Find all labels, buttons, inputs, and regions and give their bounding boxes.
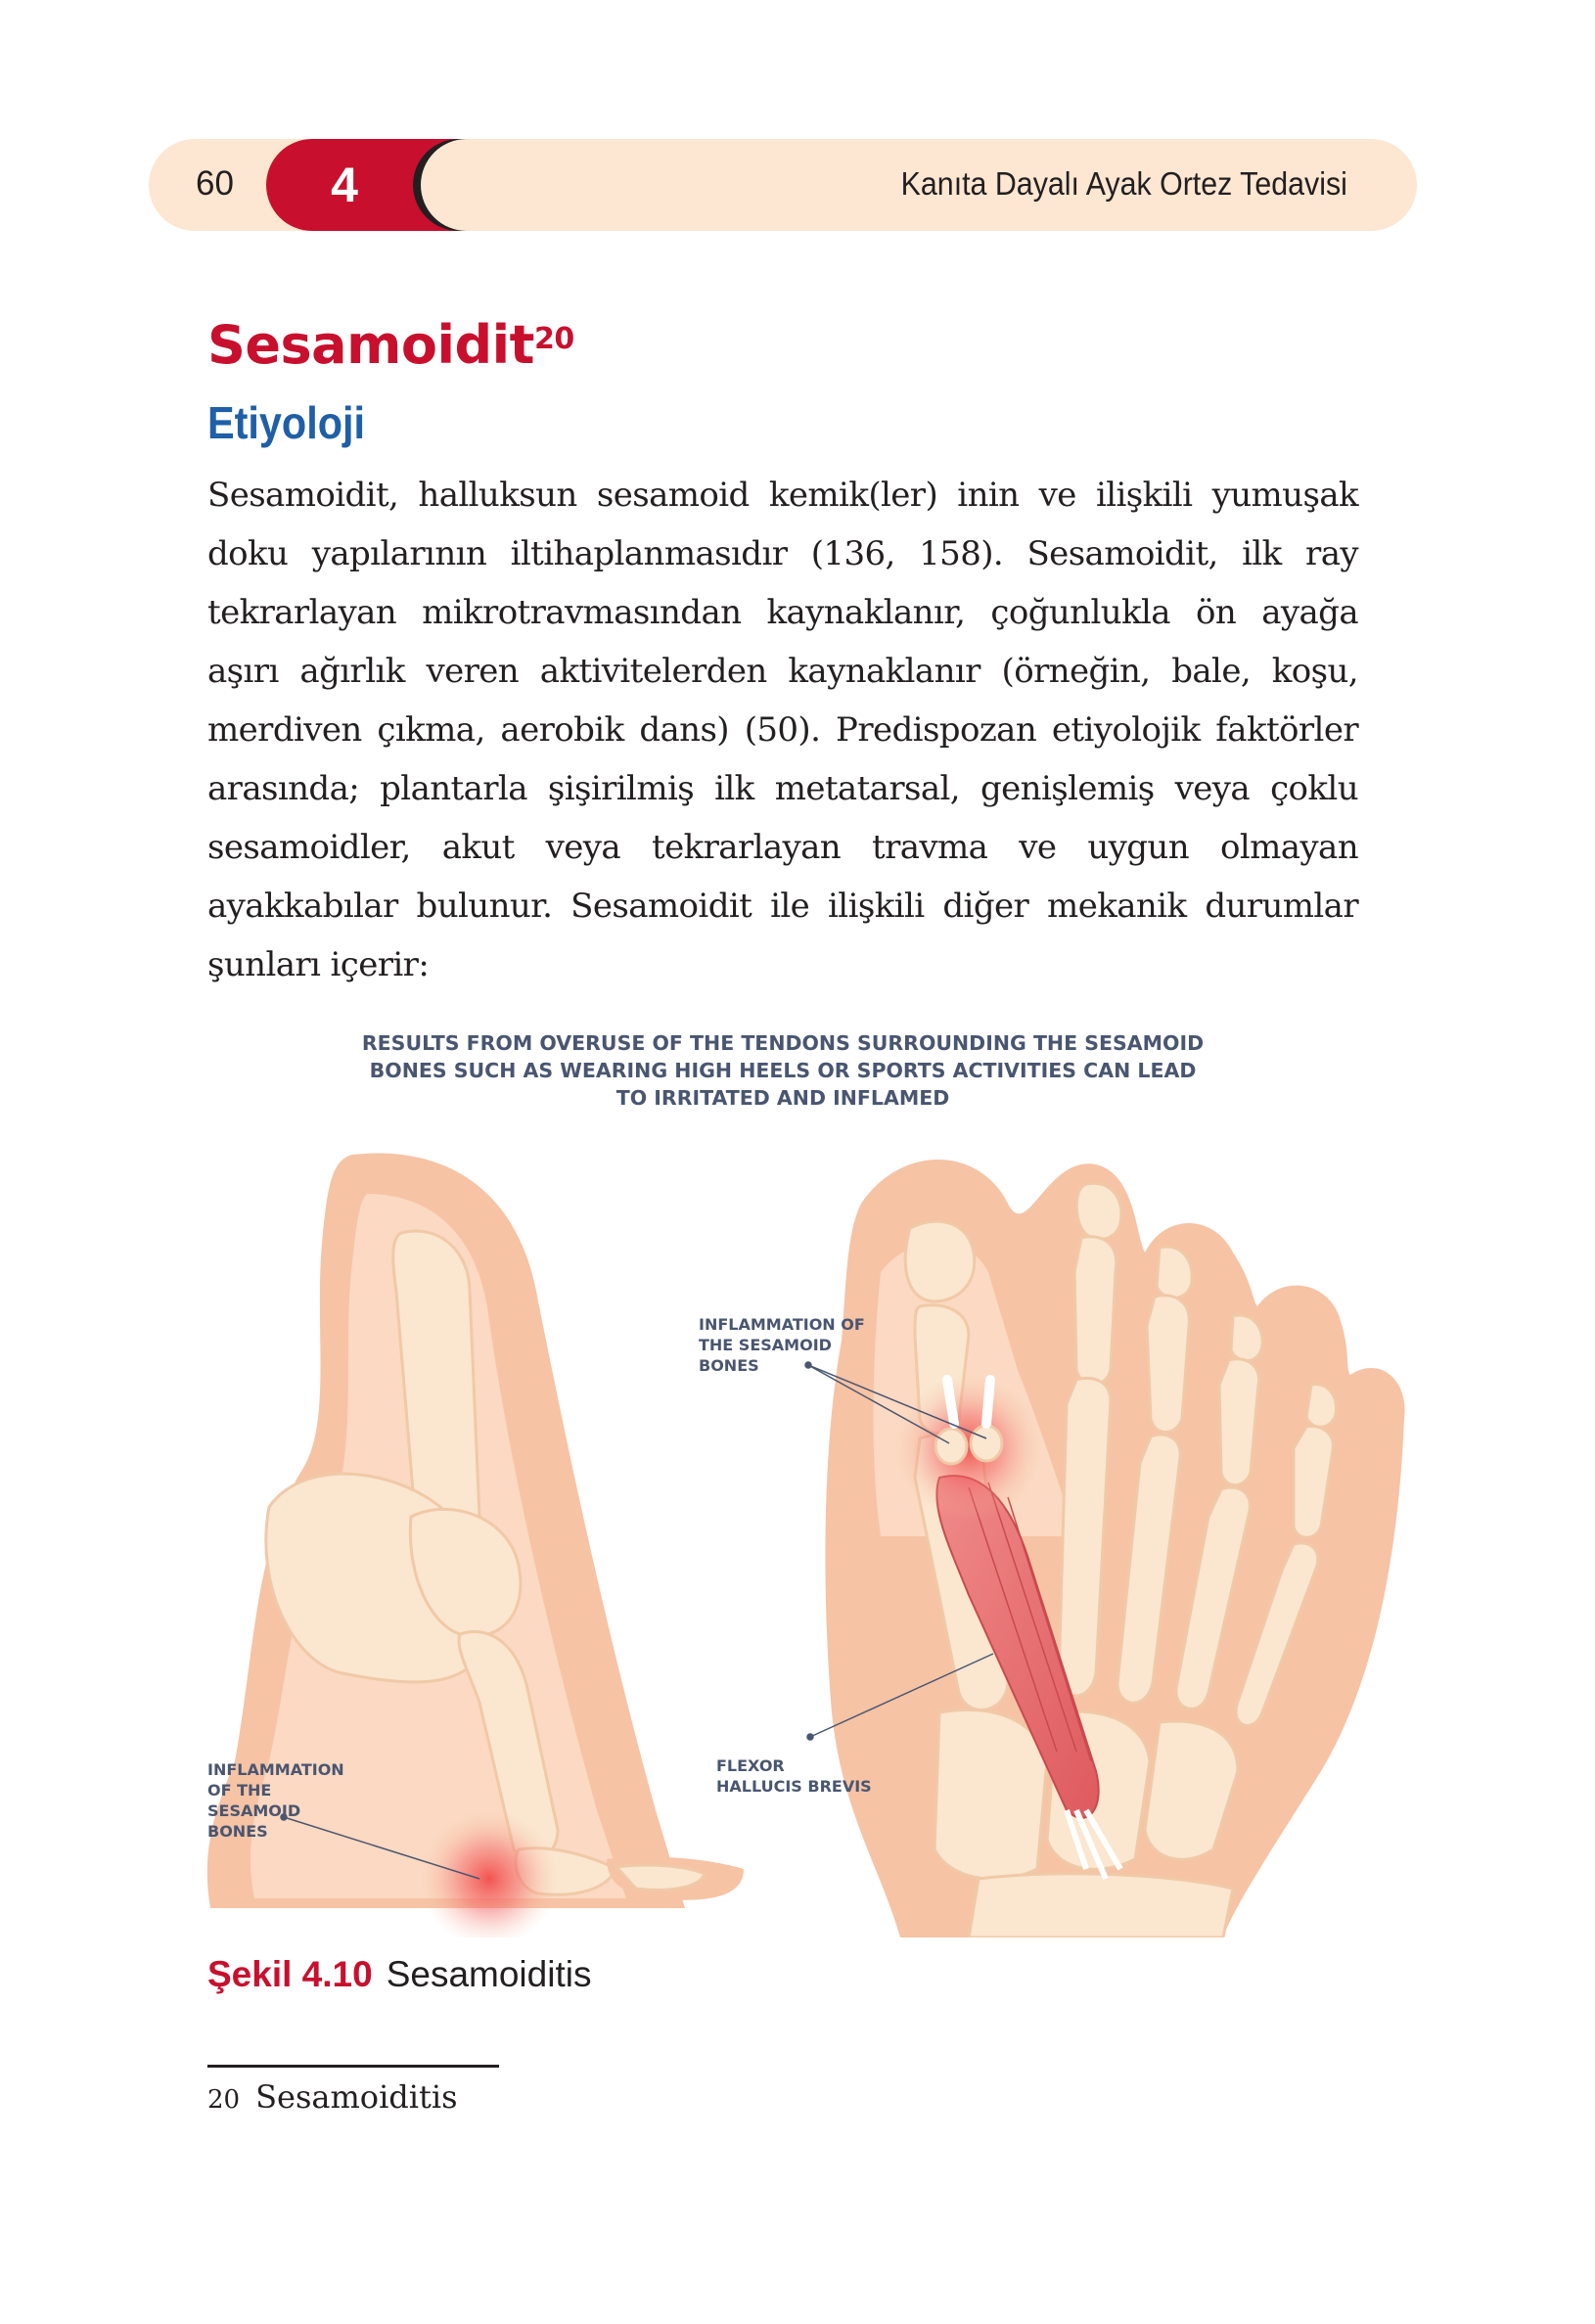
footnote-text: Sesamoiditis: [255, 2078, 458, 2116]
figure-caption-text: Sesamoiditis: [386, 1954, 592, 1994]
label-inflammation-side: INFLAMMATION OF THE SESAMOID BONES: [207, 1760, 344, 1841]
chapter-number: 4: [331, 158, 358, 212]
body-paragraph: Sesamoidit, halluksun sesamoid kemik(ler) inin ve ilişkili yumuşak doku yapılarının iltihaplanmasıdır (136, 158). Sesamoidit, ilk ray tekrarlayan mikrotravmasından kaynaklanır, çoğunlukla ön ayağa aşırı ağırlık veren aktivitelerden kaynaklanır (örneğin, bale, koşu, merdiven çıkma, aerobik dans) (50). Predispozan etiyolojik faktörler arasında; plantarla şişirilmiş ilk metatarsal, genişlemiş veya çoklu sesamoidler, akut veya tekrarlayan travma ve uygun olmayan ayakkabılar bulunur. Sesamoidit ile ilişkili diğer mekanik durumlar şunları içerir:: [207, 476, 1358, 984]
footnote-rule: [207, 2065, 499, 2068]
top-foot: [825, 1160, 1404, 1937]
footnote-ref[interactable]: 20: [533, 322, 574, 356]
section-subtitle: Etiyoloji: [207, 397, 366, 448]
figure-illustration: [196, 1125, 1409, 1937]
figure-caption: [207, 1949, 591, 2000]
section-title-text: Sesamoidit: [207, 314, 534, 376]
running-title: Kanıta Dayalı Ayak Ortez Tedavisi: [900, 165, 1347, 202]
page-number: 60: [196, 164, 234, 203]
label-inflammation-top: INFLAMMATION OF THE SESAMOID BONES: [699, 1315, 865, 1375]
footnote: [207, 2073, 458, 2124]
chapter-tab-curve: [421, 139, 528, 231]
figure-headline: RESULTS FROM OVERUSE OF THE TENDONS SURROUNDING THE SESAMOID BONES SUCH AS WEARING HIGH HEELS OR SPORTS ACTIVITIES CAN LEAD TO IRRITATED AND INFLAMED: [361, 1031, 1205, 1110]
label-flexor-hallucis-brevis: FLEXOR HALLUCIS BREVIS: [716, 1756, 872, 1796]
footnote-number: 20: [207, 2085, 241, 2115]
section-title: [207, 311, 574, 380]
figure-number: Şekil 4.10: [207, 1954, 373, 1994]
